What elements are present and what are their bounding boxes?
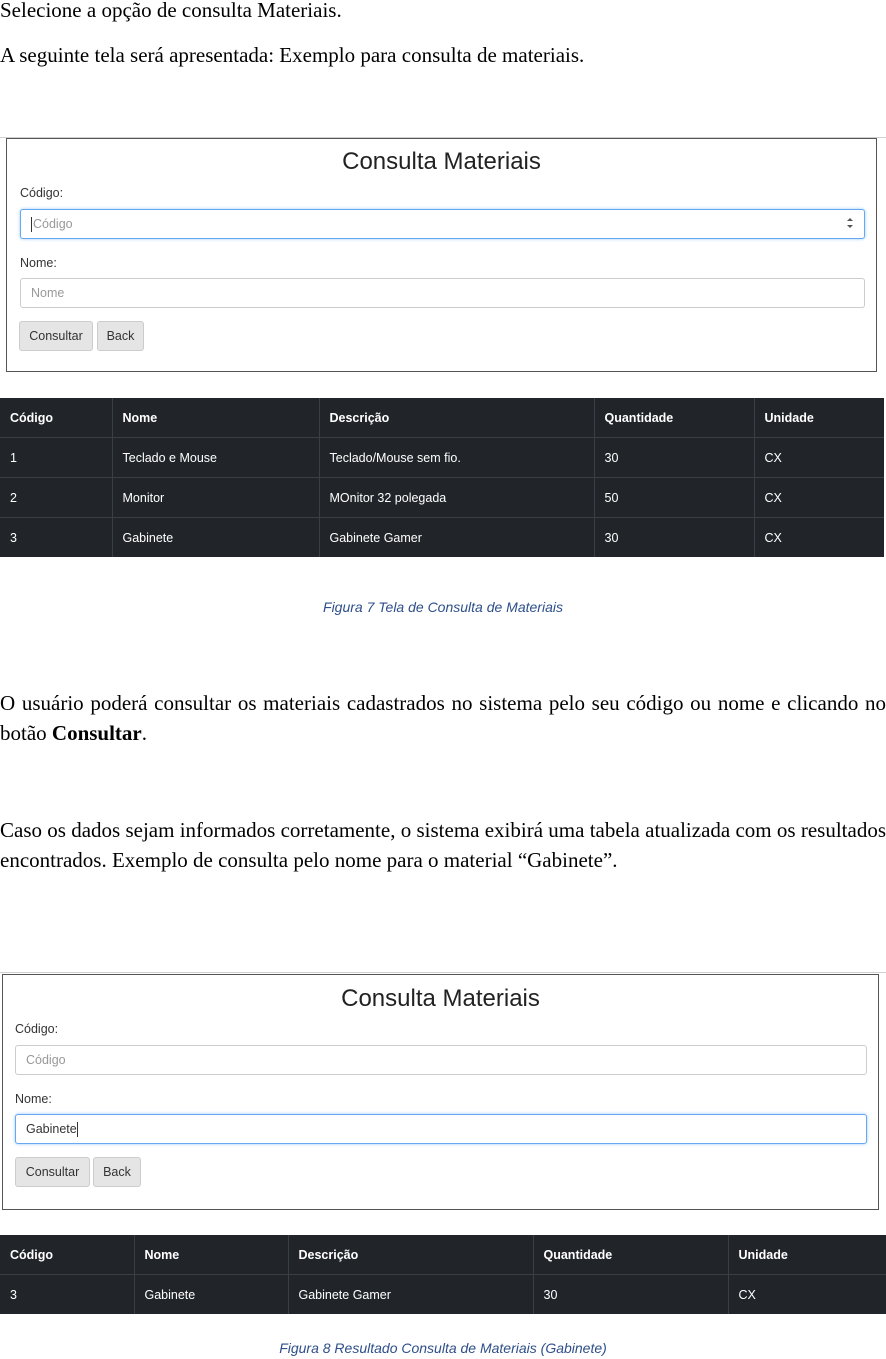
codigo-label: Código:	[15, 1022, 59, 1036]
cell-unidade: CX	[754, 518, 884, 558]
codigo-placeholder: Código	[33, 217, 73, 231]
materials-table	[0, 398, 884, 557]
header-unidade: Unidade	[754, 398, 884, 438]
consultar-button[interactable]: Consultar	[15, 1157, 90, 1187]
cell-nome: Monitor	[112, 478, 319, 518]
intro-line-1: Selecione a opção de consulta Materiais.	[0, 0, 342, 22]
back-button[interactable]: Back	[97, 321, 144, 351]
result-table	[0, 1235, 886, 1314]
cell-nome: Teclado e Mouse	[112, 438, 319, 478]
nome-input[interactable]	[15, 1114, 867, 1144]
cell-quantidade: 30	[533, 1275, 728, 1315]
table-row	[0, 478, 884, 518]
figure7-caption: Figura 7 Tela de Consulta de Materiais	[323, 599, 563, 615]
figure8-top-rule	[0, 972, 886, 973]
header-descricao: Descrição	[288, 1235, 533, 1275]
cell-codigo: 2	[0, 478, 112, 518]
paragraph-resultado: Caso os dados sejam informados corretamente, o sistema exibirá uma tabela atualizada com os resultados encontrados. Exemplo de consulta pelo nome para o material “Gabinete”.	[0, 818, 886, 872]
cell-codigo: 3	[0, 518, 112, 558]
spinner-icon[interactable]	[846, 216, 854, 230]
cell-descricao: Gabinete Gamer	[288, 1275, 533, 1315]
header-codigo: Código	[10, 1247, 54, 1262]
header-nome: Nome	[134, 1235, 288, 1275]
form-title: Consulta Materiais	[342, 148, 541, 175]
codigo-label: Código:	[20, 186, 64, 200]
table-row	[0, 438, 884, 478]
text-caret	[31, 217, 32, 232]
cell-codigo: 3	[0, 1275, 134, 1315]
codigo-input[interactable]	[15, 1045, 867, 1075]
figure8-form	[2, 974, 879, 1210]
cell-nome: Gabinete	[112, 518, 319, 558]
nome-label: Nome:	[20, 256, 57, 270]
figure7-form	[6, 138, 877, 372]
cell-nome: Gabinete	[134, 1275, 288, 1315]
cell-descricao: Teclado/Mouse sem fio.	[319, 438, 594, 478]
cell-quantidade: 30	[594, 518, 754, 558]
nome-placeholder: Nome	[31, 286, 65, 300]
form-title: Consulta Materiais	[341, 985, 540, 1012]
header-nome: Nome	[112, 398, 319, 438]
header-codigo: Código	[10, 410, 54, 425]
figure8-caption: Figura 8 Resultado Consulta de Materiais (Gabinete)	[279, 1340, 607, 1356]
header-unidade: Unidade	[728, 1235, 886, 1275]
cell-unidade: CX	[754, 438, 884, 478]
table-row	[0, 1275, 886, 1315]
back-button[interactable]: Back	[93, 1157, 141, 1187]
cell-descricao: Gabinete Gamer	[319, 518, 594, 558]
nome-input[interactable]	[20, 278, 865, 308]
header-quantidade: Quantidade	[594, 398, 754, 438]
cell-codigo: 1	[0, 438, 112, 478]
nome-value: Gabinete	[26, 1122, 77, 1136]
cell-unidade: CX	[728, 1275, 886, 1315]
table-header-row	[0, 398, 884, 438]
cell-quantidade: 50	[594, 478, 754, 518]
paragraph-consultar	[0, 688, 886, 748]
text-caret	[77, 1122, 78, 1137]
intro-line-2: A seguinte tela será apresentada: Exemplo para consulta de materiais.	[0, 43, 585, 67]
table-header-row	[0, 1235, 886, 1275]
cell-descricao: MOnitor 32 polegada	[319, 478, 594, 518]
codigo-input[interactable]	[20, 209, 865, 239]
paragraph-text: O usuário poderá consultar os materiais cadastrados no sistema pelo seu código ou nome e clicando no botão	[0, 691, 886, 745]
consultar-button[interactable]: Consultar	[19, 321, 93, 351]
header-quantidade: Quantidade	[533, 1235, 728, 1275]
cell-unidade: CX	[754, 478, 884, 518]
codigo-placeholder: Código	[26, 1053, 66, 1067]
cell-quantidade: 30	[594, 438, 754, 478]
header-descricao: Descrição	[319, 398, 594, 438]
paragraph-text-end: .	[141, 721, 148, 745]
paragraph-bold: Consultar	[51, 721, 142, 745]
table-row	[0, 518, 884, 558]
nome-label: Nome:	[15, 1092, 52, 1106]
